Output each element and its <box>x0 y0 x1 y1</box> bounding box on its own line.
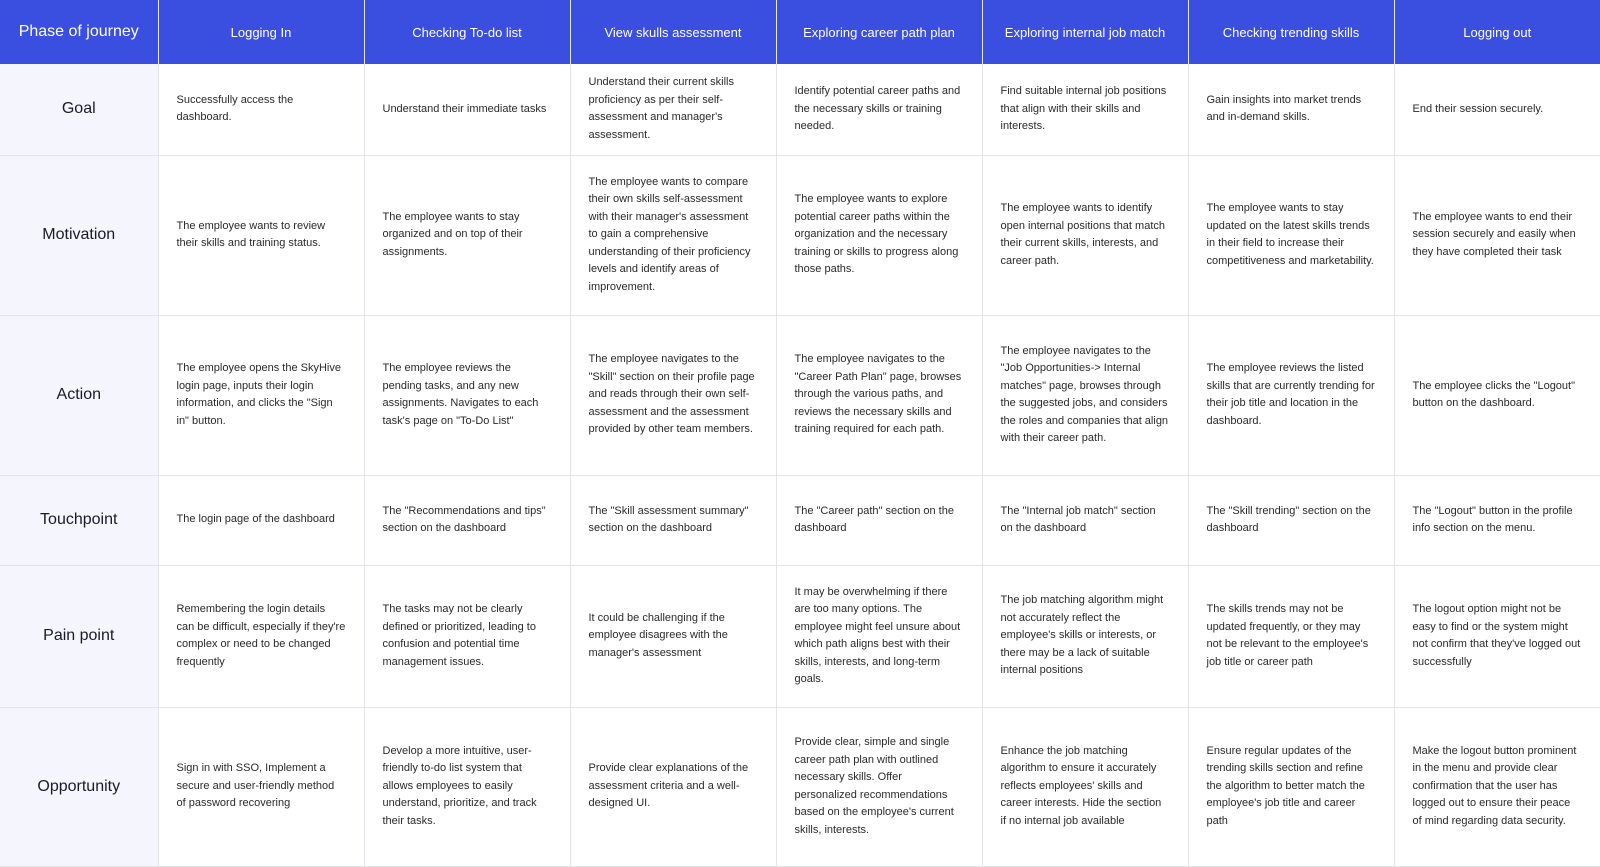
phase-header-checking-todo: Checking To-do list <box>364 0 570 64</box>
row-label-opportunity: Opportunity <box>0 707 158 866</box>
touchpoint-cell-logging-out: The "Logout" button in the profile info section on the menu. <box>1394 475 1600 565</box>
goal-cell-checking-todo: Understand their immediate tasks <box>364 64 570 155</box>
phase-header-trending-skills: Checking trending skills <box>1188 0 1394 64</box>
opportunity-cell-career-path: Provide clear, simple and single career path plan with outlined necessary skills. Offer personalized recommendations based on the employee's current skills, interests. <box>776 707 982 866</box>
opportunity-cell-checking-todo: Develop a more intuitive, user-friendly to-do list system that allows employees to easily understand, prioritize, and track their tasks. <box>364 707 570 866</box>
goal-cell-career-path: Identify potential career paths and the necessary skills or training needed. <box>776 64 982 155</box>
pain-point-cell-skills-assessment: It could be challenging if the employee disagrees with the manager's assessment <box>570 565 776 707</box>
action-cell-logging-in: The employee opens the SkyHive login page, inputs their login information, and clicks the "Sign in" button. <box>158 315 364 475</box>
action-cell-career-path: The employee navigates to the "Career Path Plan" page, browses through the various paths, and reviews the necessary skills and training required for each path. <box>776 315 982 475</box>
goal-cell-trending-skills: Gain insights into market trends and in-demand skills. <box>1188 64 1394 155</box>
row-label-pain-point: Pain point <box>0 565 158 707</box>
phase-header-internal-job-match: Exploring internal job match <box>982 0 1188 64</box>
row-label-motivation: Motivation <box>0 155 158 315</box>
action-cell-skills-assessment: The employee navigates to the "Skill" section on their profile page and reads through their own self-assessment and the assessment provided by other team members. <box>570 315 776 475</box>
phase-header-career-path: Exploring career path plan <box>776 0 982 64</box>
motivation-cell-career-path: The employee wants to explore potential career paths within the organization and the necessary training or skills to progress along those paths. <box>776 155 982 315</box>
touchpoint-cell-internal-job-match: The "Internal job match" section on the dashboard <box>982 475 1188 565</box>
touchpoint-cell-skills-assessment: The "Skill assessment summary" section on the dashboard <box>570 475 776 565</box>
goal-cell-skills-assessment: Understand their current skills proficiency as per their self-assessment and manager's assessment. <box>570 64 776 155</box>
pain-point-cell-internal-job-match: The job matching algorithm might not accurately reflect the employee's skills or interests, or there may be a lack of suitable internal positions <box>982 565 1188 707</box>
motivation-cell-checking-todo: The employee wants to stay organized and on top of their assignments. <box>364 155 570 315</box>
phase-header-row <box>0 0 1600 64</box>
motivation-row <box>0 155 1600 315</box>
opportunity-cell-logging-in: Sign in with SSO, Implement a secure and user-friendly method of password recovering <box>158 707 364 866</box>
touchpoint-cell-checking-todo: The "Recommendations and tips" section on the dashboard <box>364 475 570 565</box>
opportunity-row <box>0 707 1600 866</box>
action-row <box>0 315 1600 475</box>
motivation-cell-logging-in: The employee wants to review their skills and training status. <box>158 155 364 315</box>
goal-cell-logging-out: End their session securely. <box>1394 64 1600 155</box>
touchpoint-cell-trending-skills: The "Skill trending" section on the dashboard <box>1188 475 1394 565</box>
pain-point-cell-checking-todo: The tasks may not be clearly defined or prioritized, leading to confusion and potential time management issues. <box>364 565 570 707</box>
motivation-cell-trending-skills: The employee wants to stay updated on the latest skills trends in their field to increase their competitiveness and marketability. <box>1188 155 1394 315</box>
action-cell-checking-todo: The employee reviews the pending tasks, and any new assignments. Navigates to each task's page on "To-Do List" <box>364 315 570 475</box>
phase-header-logging-out: Logging out <box>1394 0 1600 64</box>
pain-point-cell-logging-in: Remembering the login details can be difficult, especially if they're complex or need to be changed frequently <box>158 565 364 707</box>
motivation-cell-skills-assessment: The employee wants to compare their own skills self-assessment with their manager's assessment to gain a comprehensive understanding of their proficiency levels and identify areas of improvement. <box>570 155 776 315</box>
opportunity-cell-internal-job-match: Enhance the job matching algorithm to ensure it accurately reflects employees' skills and career interests. Hide the section if no internal job available <box>982 707 1188 866</box>
motivation-cell-logging-out: The employee wants to end their session securely and easily when they have completed their task <box>1394 155 1600 315</box>
row-label-goal: Goal <box>0 64 158 155</box>
action-cell-internal-job-match: The employee navigates to the "Job Opportunities-> Internal matches" page, browses through the suggested jobs, and considers the roles and companies that align with their career path. <box>982 315 1188 475</box>
action-cell-logging-out: The employee clicks the "Logout" button on the dashboard. <box>1394 315 1600 475</box>
row-label-touchpoint: Touchpoint <box>0 475 158 565</box>
goal-cell-internal-job-match: Find suitable internal job positions that align with their skills and interests. <box>982 64 1188 155</box>
opportunity-cell-logging-out: Make the logout button prominent in the menu and provide clear confirmation that the user has logged out to ensure their peace of mind regarding data security. <box>1394 707 1600 866</box>
row-label-action: Action <box>0 315 158 475</box>
pain-point-cell-trending-skills: The skills trends may not be updated frequently, or they may not be relevant to the employee's job title or career path <box>1188 565 1394 707</box>
phase-of-journey-header: Phase of journey <box>0 0 158 64</box>
pain-point-cell-logging-out: The logout option might not be easy to find or the system might not confirm that they've logged out successfully <box>1394 565 1600 707</box>
touchpoint-cell-career-path: The "Career path" section on the dashboard <box>776 475 982 565</box>
pain-point-row <box>0 565 1600 707</box>
opportunity-cell-skills-assessment: Provide clear explanations of the assessment criteria and a well-designed UI. <box>570 707 776 866</box>
action-cell-trending-skills: The employee reviews the listed skills that are currently trending for their job title and location in the dashboard. <box>1188 315 1394 475</box>
pain-point-cell-career-path: It may be overwhelming if there are too many options. The employee might feel unsure about which path aligns best with their skills, interests, and long-term goals. <box>776 565 982 707</box>
phase-header-skills-assessment: View skulls assessment <box>570 0 776 64</box>
goal-cell-logging-in: Successfully access the dashboard. <box>158 64 364 155</box>
motivation-cell-internal-job-match: The employee wants to identify open internal positions that match their current skills, interests, and career path. <box>982 155 1188 315</box>
phase-header-logging-in: Logging In <box>158 0 364 64</box>
opportunity-cell-trending-skills: Ensure regular updates of the trending skills section and refine the algorithm to better match the employee's job title and career path <box>1188 707 1394 866</box>
goal-row <box>0 64 1600 155</box>
touchpoint-row <box>0 475 1600 565</box>
touchpoint-cell-logging-in: The login page of the dashboard <box>158 475 364 565</box>
